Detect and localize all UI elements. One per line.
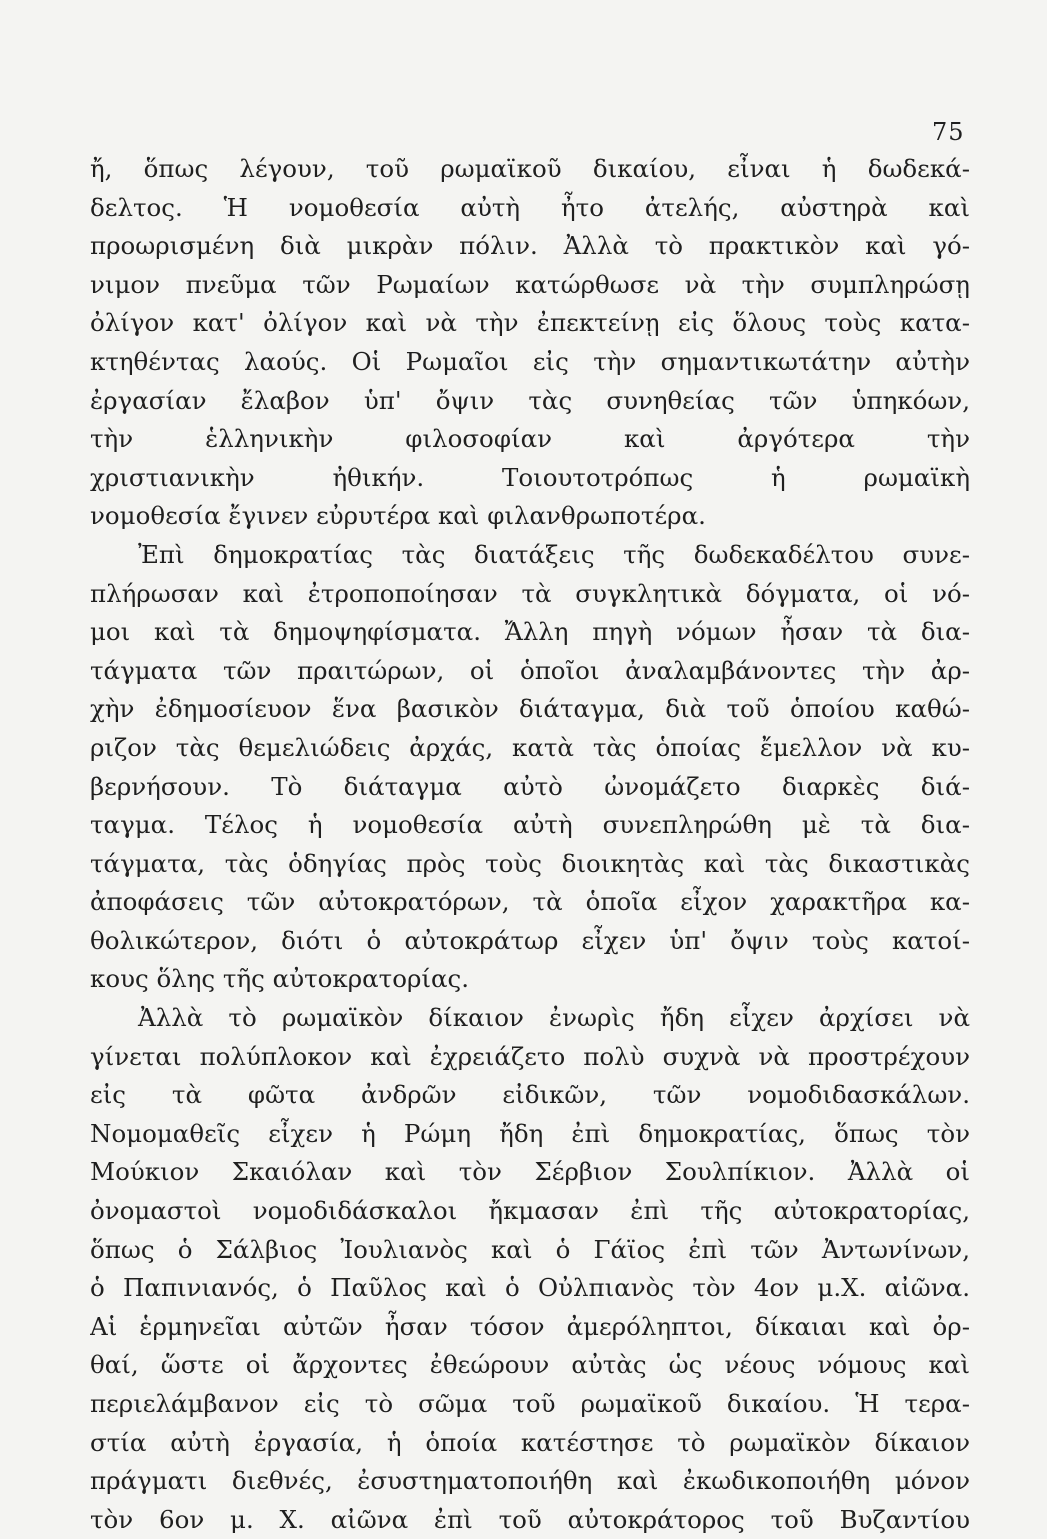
text-line: θολικώτερον, διότι ὁ αὐτοκράτωρ εἶχεν ὑπ' ὄψιν τοὺς κατοί- <box>90 925 970 955</box>
text-line: προωρισμένη διὰ μικρὰν πόλιν. Ἀλλὰ τὸ πρακτικὸν καὶ γό- <box>90 231 970 261</box>
text-line: γίνεται πολύπλοκον καὶ ἐχρειάζετο πολὺ συχνὰ νὰ προστρέχουν <box>90 1041 970 1071</box>
text-line: Ἀλλὰ τὸ ρωμαϊκὸν δίκαιον ἐνωρὶς ἤδη εἶχεν ἀρχίσει νὰ <box>138 1003 970 1033</box>
text-line: τάγματα τῶν πραιτώρων, οἱ ὁποῖοι ἀναλαμβάνοντες τὴν ἀρ- <box>90 655 970 685</box>
body-text <box>90 150 970 1539</box>
text-line: Αἱ ἑρμηνεῖαι αὐτῶν ἦσαν τόσον ἀμερόληπτοι, δίκαιαι καὶ ὀρ- <box>90 1311 970 1341</box>
text-line: κτηθέντας λαούς. Οἱ Ρωμαῖοι εἰς τὴν σημαντικωτάτην αὐτὴν <box>90 346 970 376</box>
text-line: βερνήσουν. Τὸ διάταγμα αὐτὸ ὠνομάζετο διαρκὲς διά- <box>90 771 970 801</box>
text-line: δελτος. Ἡ νομοθεσία αὐτὴ ἦτο ἀτελής, αὐστηρὰ καὶ <box>90 192 970 222</box>
text-line: πράγματι διεθνές, ἐσυστηματοποιήθη καὶ ἐκωδικοποιήθη μόνον <box>90 1466 970 1496</box>
text-line: μοι καὶ τὰ δημοψηφίσματα. Ἄλλη πηγὴ νόμων ἦσαν τὰ δια- <box>90 617 970 647</box>
text-line: ὁ Παπινιανός, ὁ Παῦλος καὶ ὁ Οὐλπιανὸς τὸν 4ον μ.Χ. αἰῶνα. <box>90 1273 970 1303</box>
text-line: χριστιανικὴν ἠθικήν. Τοιουτοτρόπως ἡ ρωμαϊκὴ <box>90 462 970 492</box>
text-line: ὅπως ὁ Σάλβιος Ἰουλιανὸς καὶ ὁ Γάϊος ἐπὶ τῶν Ἀντωνίνων, <box>90 1234 970 1264</box>
text-line: εἰς τὰ φῶτα ἀνδρῶν εἰδικῶν, τῶν νομοδιδασκάλων. <box>90 1080 970 1110</box>
text-line: ὀλίγον κατ' ὀλίγον καὶ νὰ τὴν ἐπεκτείνῃ εἰς ὅλους τοὺς κατα- <box>90 308 970 338</box>
paragraph-1 <box>90 150 970 536</box>
text-line: νομοθεσία ἔγινεν εὐρυτέρα καὶ φιλανθρωποτέρα. <box>90 501 706 531</box>
paragraph-2 <box>90 536 970 999</box>
text-line: Μούκιον Σκαιόλαν καὶ τὸν Σέρβιον Σουλπίκιον. Ἀλλὰ οἱ <box>90 1157 970 1187</box>
text-line: Νομομαθεῖς εἶχεν ἡ Ρώμη ἤδη ἐπὶ δημοκρατίας, ὅπως τὸν <box>90 1118 970 1148</box>
text-line: Ἐπὶ δημοκρατίας τὰς διατάξεις τῆς δωδεκαδέλτου συνε- <box>138 539 970 569</box>
text-line: ἀποφάσεις τῶν αὐτοκρατόρων, τὰ ὁποῖα εἶχον χαρακτῆρα κα- <box>90 887 970 917</box>
text-line: ἐργασίαν ἔλαβον ὑπ' ὄψιν τὰς συνηθείας τῶν ὑπηκόων, <box>90 385 970 415</box>
text-line: ριζον τὰς θεμελιώδεις ἀρχάς, κατὰ τὰς ὁποίας ἔμελλον νὰ κυ- <box>90 732 970 762</box>
text-line: περιελάμβανον εἰς τὸ σῶμα τοῦ ρωμαϊκοῦ δικαίου. Ἡ τερα- <box>90 1389 970 1418</box>
text-line: ὀνομαστοὶ νομοδιδάσκαλοι ἤκμασαν ἐπὶ τῆς αὐτοκρατορίας, <box>90 1196 970 1226</box>
text-line: κους ὅλης τῆς αὐτοκρατορίας. <box>90 964 470 994</box>
text-line: θαί, ὥστε οἱ ἄρχοντες ἐθεώρουν αὐτὰς ὡς νέους νόμους καὶ <box>90 1350 970 1380</box>
paragraph-3 <box>90 999 970 1539</box>
text-line: χὴν ἐδημοσίευον ἕνα βασικὸν διάταγμα, διὰ τοῦ ὁποίου καθώ- <box>90 694 970 724</box>
text-line: ταγμα. Τέλος ἡ νομοθεσία αὐτὴ συνεπληρώθη μὲ τὰ δια- <box>90 810 970 840</box>
page-number: 75 <box>932 118 965 146</box>
text-line: τάγματα, τὰς ὁδηγίας πρὸς τοὺς διοικητὰς καὶ τὰς δικαστικὰς <box>90 848 970 878</box>
text-line: τὴν ἑλληνικὴν φιλοσοφίαν καὶ ἀργότερα τὴν <box>90 424 970 454</box>
text-line: τὸν 6ον μ. Χ. αἰῶνα ἐπὶ τοῦ αὐτοκράτορος τοῦ Βυζαντίου <box>90 1504 970 1534</box>
text-line: πλήρωσαν καὶ ἐτροποποίησαν τὰ συγκλητικὰ δόγματα, οἱ νό- <box>90 578 970 608</box>
text-line: νιμον πνεῦμα τῶν Ρωμαίων κατώρθωσε νὰ τὴν συμπληρώσῃ <box>90 269 970 299</box>
text-line: ἤ, ὅπως λέγουν, τοῦ ρωμαϊκοῦ δικαίου, εἶναι ἡ δωδεκά- <box>90 154 970 183</box>
text-line: στία αὐτὴ ἐργασία, ἡ ὁποία κατέστησε τὸ ρωμαϊκὸν δίκαιον <box>90 1427 970 1457</box>
